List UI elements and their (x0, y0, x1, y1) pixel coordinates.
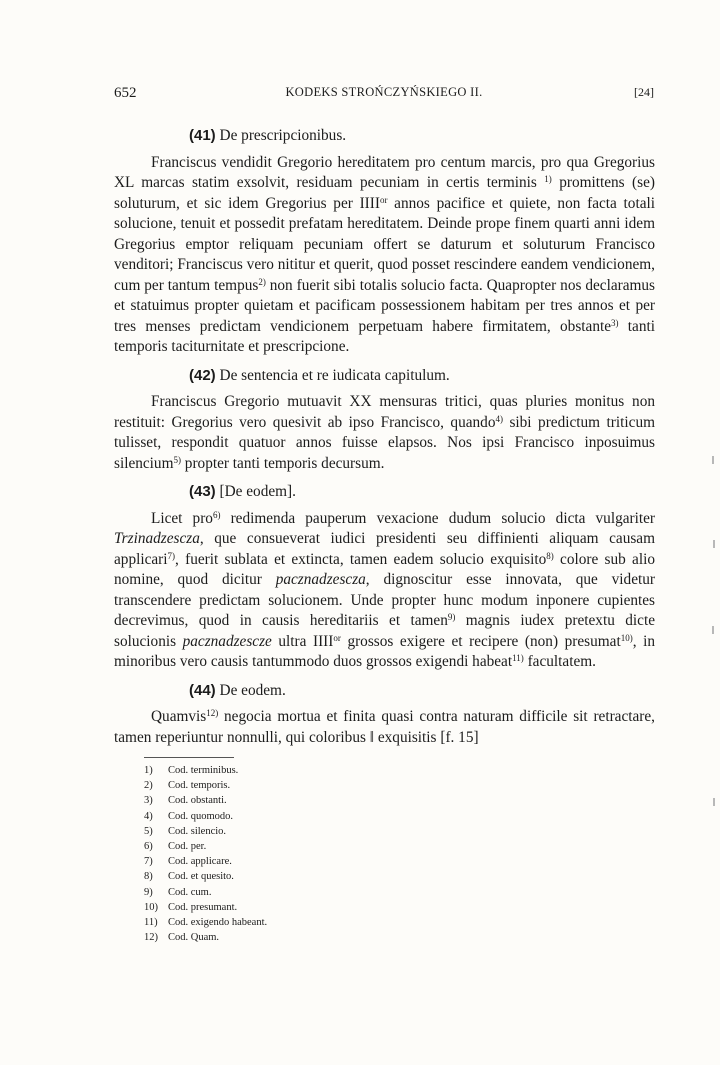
text: Quamvis (151, 708, 207, 725)
main-text (114, 126, 655, 945)
footnote (144, 930, 655, 945)
footnote-text: Cod. presumant. (168, 901, 238, 913)
text: facultatem. (523, 653, 596, 670)
footnote-key: 9) (144, 886, 153, 898)
footnote-ref: 11) (512, 653, 524, 663)
footnote-text: Cod. quomodo. (168, 810, 234, 822)
vernacular-term: pacznadzescza (275, 571, 366, 588)
footnote-ref: 6) (212, 509, 221, 520)
paragraph-44 (114, 707, 655, 748)
footnote-ref: 12) (206, 708, 219, 718)
text: colore sub alio nomine, quod dicitur (114, 550, 655, 588)
footnote-text: Cod. cum. (168, 886, 212, 898)
text: propter tanti temporis decursum. (180, 454, 385, 472)
heading-number: (41) (189, 127, 216, 144)
footnote-text: Cod. applicare. (168, 856, 232, 868)
text: annos pacifice et quiete, non facta totali solucione, tenuit et possedit prefatam hereditatem. Deinde prope finem quarti anni idem Gregorius emptor reliquam pecuniam offert se daturum et soluturum Francisco venditori; Franciscus vero nititur et querit, quod posset rescindere eandem vendicionem, cum per tantum tempus (114, 194, 655, 294)
footnote-key: 1) (144, 765, 153, 776)
footnote (144, 885, 655, 900)
footnote-text: Cod. exigendo habeant. (168, 917, 268, 929)
scan-speck (712, 626, 714, 634)
footnote (144, 824, 655, 839)
folio-marker: [f. 15] (440, 728, 479, 746)
heading-title: De prescripcionibus. (219, 127, 347, 144)
footnote-key: 2) (144, 780, 153, 792)
footnote-text: Cod. Quam. (168, 932, 220, 944)
footnote-key: 6) (144, 841, 153, 853)
footnote-ref: 3) (611, 317, 619, 328)
text: promittens (se) soluturum, et sic idem Gregorius per IIII (114, 174, 655, 212)
footnote-text: Cod. per. (168, 841, 207, 853)
heading-title: De sentencia et re iudicata capitulum. (219, 366, 450, 384)
superscript: or (333, 632, 341, 643)
text: , fuerit sublata et extincta, tamen eadem solucio exquisito (175, 550, 547, 568)
footnote-ref: 10) (620, 632, 633, 643)
running-header (114, 85, 654, 105)
footnote-text: Cod. silencio. (168, 825, 227, 837)
footnote-text: Cod. terminibus. (168, 765, 239, 776)
footnote (144, 809, 655, 824)
footnote (144, 763, 655, 778)
footnote-key: 3) (144, 795, 153, 807)
heading-number: (44) (189, 681, 216, 699)
footnote-ref: 2) (258, 276, 266, 287)
footnote (144, 915, 655, 930)
text: Franciscus Gregorio mutuavit XX mensuras tritici, quas pluries monitus non restituit: Gregorius vero quesivit ab ipso Francisco, quando (114, 393, 655, 431)
footnote (144, 793, 655, 808)
heading-44 (114, 681, 655, 702)
text: tanti temporis taciturnitate et prescripcione. (114, 317, 655, 355)
text: magnis iudex pretextu dicte solucionis (114, 612, 655, 650)
text: ultra IIII (271, 632, 334, 650)
footnote-ref: 8) (546, 550, 554, 561)
scan-speck (712, 456, 714, 464)
footnote (144, 869, 655, 884)
footnote-rule (144, 757, 234, 758)
heading-number: (42) (189, 366, 216, 384)
scan-speck (713, 540, 715, 548)
paragraph-42 (114, 392, 655, 474)
footnotes (144, 763, 655, 945)
heading-41 (114, 126, 655, 147)
footnote-text: Cod. obstanti. (168, 795, 227, 807)
text: Franciscus vendidit Gregorio hereditatem pro centum marcis, pro qua Gregorius XL marcas statim exsolvit, residuam pecuniam in certis terminis (114, 153, 655, 191)
heading-title: [De eodem]. (219, 483, 296, 500)
footnote-key: 7) (144, 856, 153, 868)
text: grossos exigere et recipere (non) presumat (340, 632, 621, 650)
text: non fuerit sibi totalis solucio facta. Quapropter nos declaramus et statuimus propter quietam et pacificam possessionem habitam per tres annos et per tres menses predictam vendicionem perpetuam habere firmitatem, obstante (114, 276, 656, 335)
footnote-ref: 7) (167, 550, 176, 561)
paragraph-41 (114, 153, 655, 358)
footnote-text: Cod. temporis. (168, 780, 231, 792)
heading-title: De eodem. (219, 681, 286, 699)
text: , in minoribus vero causis tantummodo duos grossos exigendi habeat (114, 632, 655, 670)
footnote (144, 778, 655, 793)
footnote-key: 10) (144, 901, 158, 913)
text: Licet pro (151, 509, 213, 527)
footnote-key: 12) (144, 932, 158, 944)
heading-42 (114, 366, 655, 387)
footnote-ref: 9) (447, 612, 456, 622)
footnote-ref: 5) (173, 454, 181, 465)
footnote-key: 5) (144, 825, 153, 837)
footnote-key: 4) (144, 810, 153, 822)
text: sibi predictum triticum tulisset, respondit quatuor annos fuisse elapsos. Nos ipsi Francisco inposuimus silencium (114, 413, 655, 472)
footnote (144, 900, 655, 915)
footnote-ref: 4) (495, 413, 503, 424)
text: redimenda pauperum vexacione dudum solucio dicta vulgariter (220, 509, 655, 527)
text: , que consueverat iudici presidenti seu diffinienti aliquam causam applicari (114, 530, 655, 568)
footnote-key: 8) (144, 871, 153, 883)
heading-43 (114, 482, 655, 503)
footnote-ref: 1) (544, 174, 552, 184)
heading-number: (43) (189, 483, 216, 500)
section-marker: [24] (634, 85, 654, 99)
superscript: or (379, 194, 388, 205)
paragraph-43 (114, 509, 655, 673)
page-number: 652 (114, 85, 137, 101)
running-title: KODEKS STROŃCZYŃSKIEGO II. (285, 85, 483, 99)
footnote-key: 11) (144, 917, 158, 929)
footnote-text: Cod. et quesito. (168, 871, 234, 883)
text: negocia mortua et finita quasi contra naturam difficile sit retractare, tamen reperiuntur nonnulli, qui coloribus ‖ exquisitis (114, 708, 655, 746)
footnote (144, 839, 655, 854)
text: , dignoscitur esse innovata, que videtur transcendere predictam solucionem. Unde propter hunc modum inponere cupientes decrevimus, quod in causis hereditariis et tamen (114, 571, 655, 629)
vernacular-term: Trzinadzescza (114, 530, 200, 547)
scan-speck (713, 798, 715, 806)
vernacular-term: pacznadzescze (182, 632, 272, 650)
footnote (144, 854, 655, 869)
